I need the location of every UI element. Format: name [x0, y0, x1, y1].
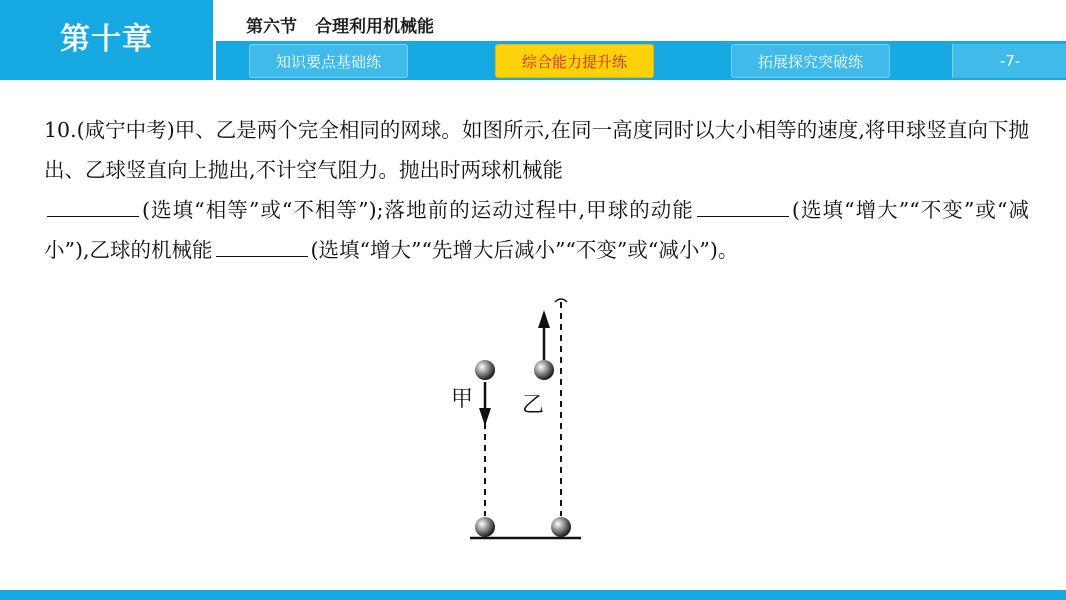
- ball-yi-ground: [551, 517, 571, 537]
- question-part-3: (选填“增大”“不变”或“减小”),乙球的机械能: [44, 198, 1029, 262]
- question-part-2: (选填“相等”或“不相等”);落地前的运动过程中,甲球的动能: [142, 198, 694, 222]
- answer-blank-3[interactable]: [216, 234, 308, 257]
- ball-yi: [534, 360, 554, 380]
- bottom-bar: [0, 590, 1066, 600]
- tab-basic-practice[interactable]: 知识要点基础练: [249, 44, 408, 78]
- section-name: 合理利用机械能: [315, 17, 434, 37]
- label-yi: 乙: [522, 393, 545, 418]
- answer-blank-2[interactable]: [697, 194, 789, 217]
- page-number: -7-: [952, 44, 1066, 78]
- label-jia: 甲: [451, 387, 474, 412]
- section-number: 第六节: [246, 17, 297, 37]
- question-part-4: (选填“增大”“先增大后减小”“不变”或“减小”)。: [310, 238, 739, 262]
- chapter-title: 第十章: [0, 0, 213, 80]
- arrow-up-icon: [538, 310, 550, 328]
- ball-diagram: [440, 290, 600, 550]
- question-text: [44, 110, 1029, 270]
- answer-blank-1[interactable]: [47, 194, 139, 217]
- tab-extension-practice[interactable]: 拓展探究突破练: [731, 44, 890, 78]
- ball-yi-top-arc: [555, 299, 567, 302]
- question-part-1: 10.(咸宁中考)甲、乙是两个完全相同的网球。如图所示,在同一高度同时以大小相等的速度,将甲球竖直向下抛出、乙球竖直向上抛出,不计空气阻力。抛出时两球机械能: [44, 118, 1029, 182]
- ball-jia-ground: [475, 517, 495, 537]
- section-title: [246, 12, 434, 37]
- arrow-down-icon: [479, 408, 491, 426]
- ball-jia: [475, 360, 495, 380]
- tab-comprehensive-practice[interactable]: 综合能力提升练: [495, 44, 654, 78]
